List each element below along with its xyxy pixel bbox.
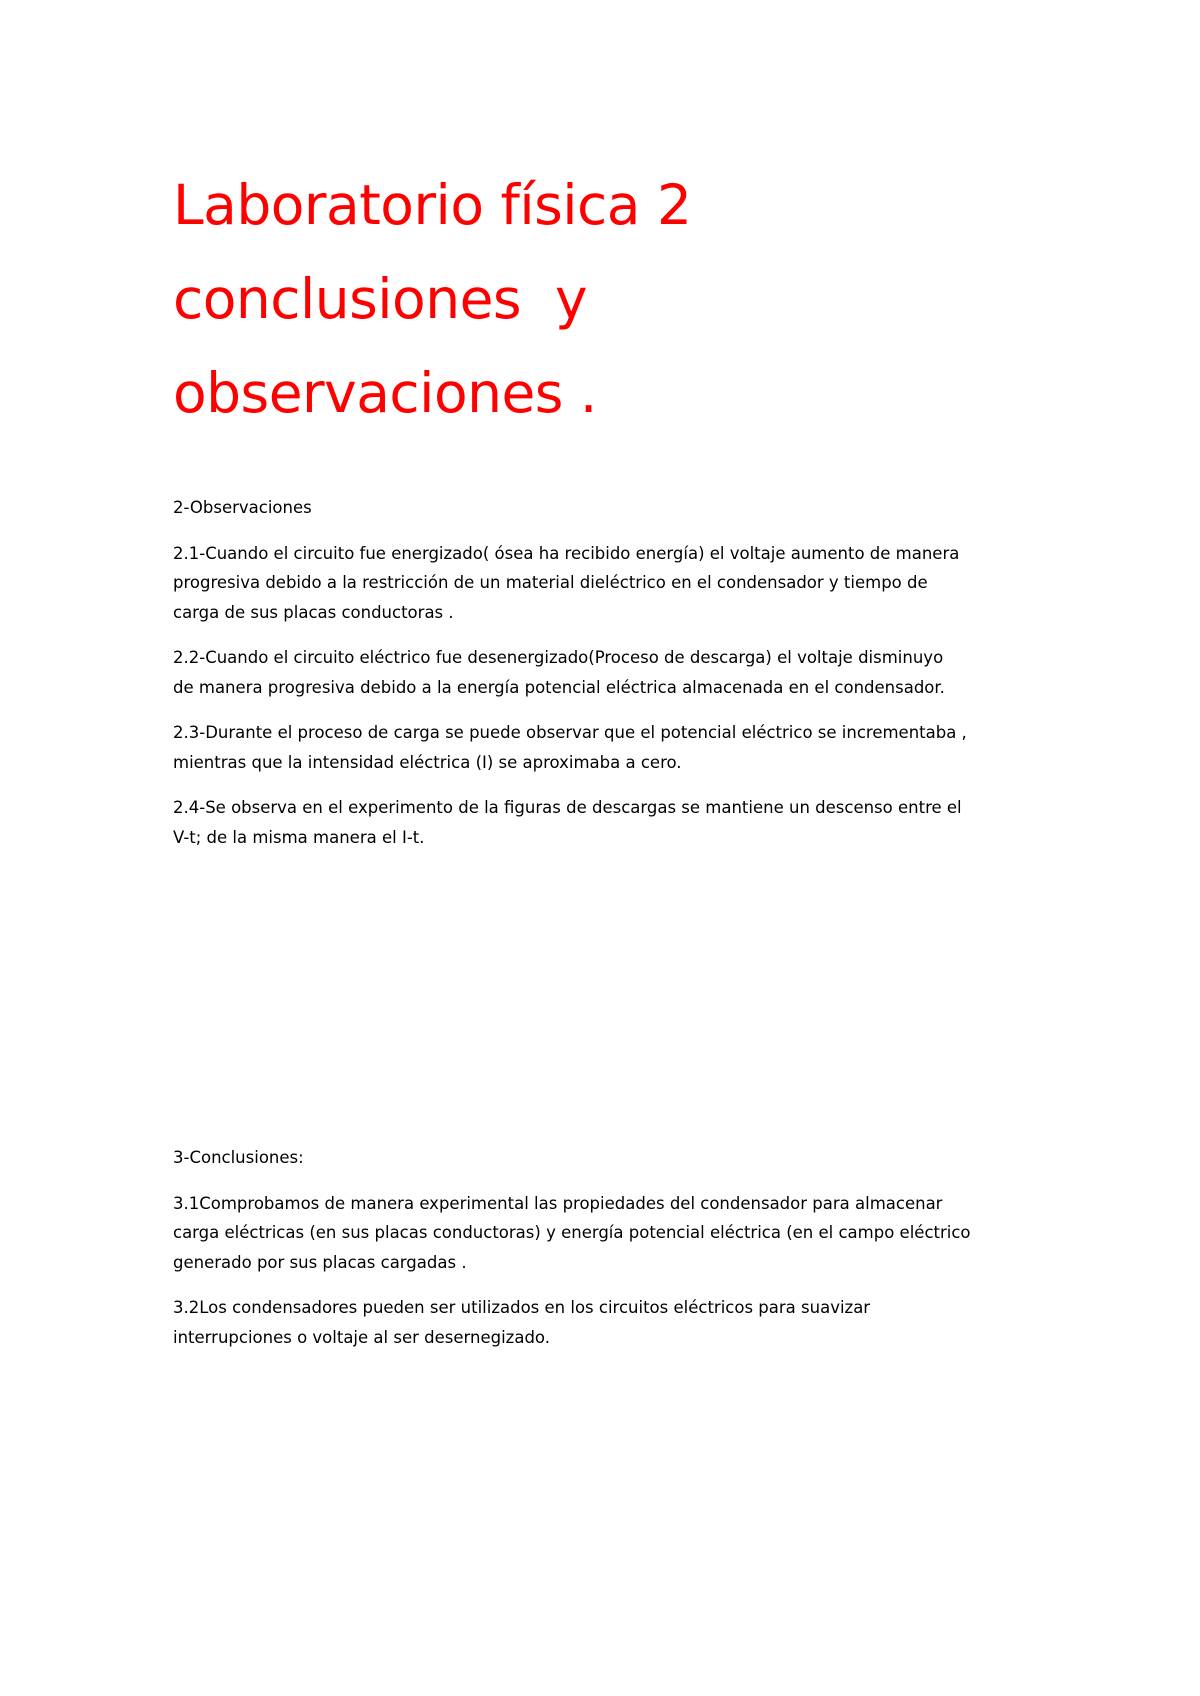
paragraph-line: carga eléctricas (en sus placas conductoras) y energía potencial eléctrica (en el campo eléctrico <box>173 1223 971 1242</box>
observations-heading: 2-Observaciones <box>173 498 312 517</box>
paragraph-line: 3.2Los condensadores pueden ser utilizados en los circuitos eléctricos para suavizar <box>173 1298 871 1317</box>
paragraph-line: V-t; de la misma manera el I-t. <box>173 827 425 847</box>
paragraph-line: de manera progresiva debido a la energía potencial eléctrica almacenada en el condensador. <box>173 677 945 697</box>
observation-item-2-1 <box>173 539 1053 628</box>
paragraph-line: 3.1Comprobamos de manera experimental las propiedades del condensador para almacenar <box>173 1193 943 1213</box>
conclusions-heading: 3-Conclusiones: <box>173 1148 304 1167</box>
observation-item-2-2 <box>173 643 1053 702</box>
paragraph-line: carga de sus placas conductoras . <box>173 602 454 622</box>
paragraph-line: 2.2-Cuando el circuito eléctrico fue desenergizado(Proceso de descarga) el voltaje disminuyo <box>173 648 944 667</box>
conclusions-section <box>173 1143 1053 1352</box>
conclusion-item-3-1 <box>173 1189 1053 1278</box>
paragraph-line: mientras que la intensidad eléctrica (I) se aproximaba a cero. <box>173 752 682 772</box>
document-title <box>173 158 1073 440</box>
conclusion-item-3-2 <box>173 1293 1053 1352</box>
paragraph-line: generado por sus placas cargadas . <box>173 1252 467 1272</box>
observations-section <box>173 493 1053 852</box>
paragraph-line: 2.3-Durante el proceso de carga se puede observar que el potencial eléctrico se incrementaba , <box>173 723 967 742</box>
paragraph-line: progresiva debido a la restricción de un material dieléctrico en el condensador y tiempo de <box>173 573 928 592</box>
title-line-2: conclusiones y <box>173 267 588 331</box>
observation-item-2-4 <box>173 793 1053 852</box>
paragraph-line: 2.4-Se observa en el experimento de la figuras de descargas se mantiene un descenso entre el <box>173 798 962 817</box>
title-line-1: Laboratorio física 2 <box>173 173 692 237</box>
observation-item-2-3 <box>173 718 1053 777</box>
paragraph-line: 2.1-Cuando el circuito fue energizado( ósea ha recibido energía) el voltaje aumento de manera <box>173 543 960 563</box>
title-line-3: observaciones . <box>173 361 597 425</box>
paragraph-line: interrupciones o voltaje al ser desernegizado. <box>173 1327 550 1347</box>
